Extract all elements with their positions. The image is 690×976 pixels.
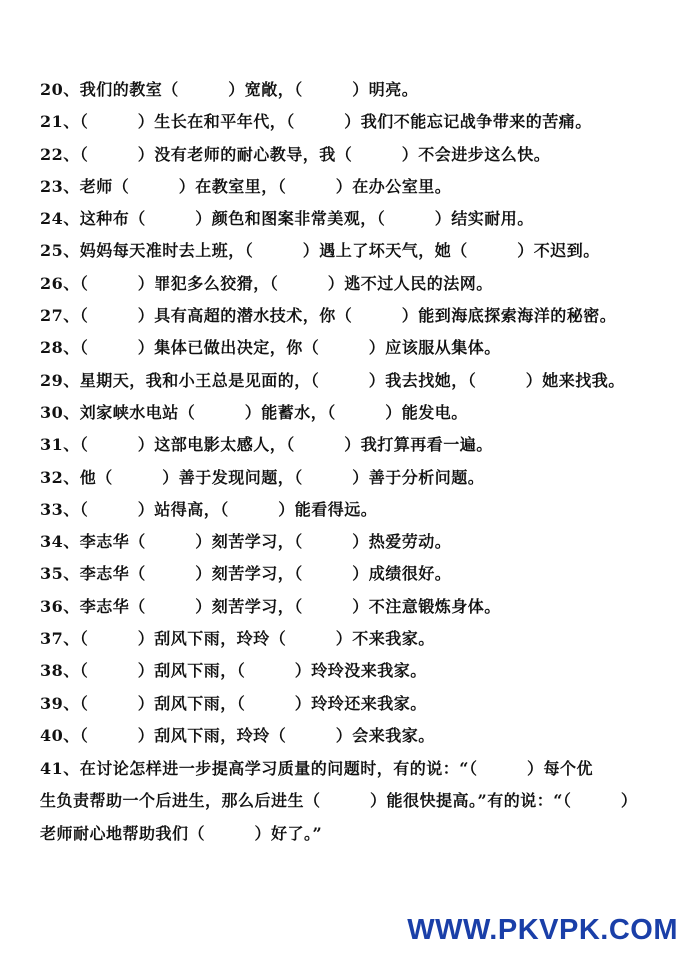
question-item: 29、星期天，我和小王总是见面的，（ ）我去找她，（ ）她来找我。 — [40, 370, 625, 390]
site-watermark: WWW.PKVPK.COM — [407, 914, 678, 946]
question-item: 22、（ ）没有老师的耐心教导，我（ ）不会进步这么快。 — [40, 144, 551, 164]
question-list — [40, 74, 660, 752]
question-item: 36、李志华（ ）刻苦学习，（ ）不注意锻炼身体。 — [40, 596, 501, 616]
question-item: 23、老师（ ）在教室里，（ ）在办公室里。 — [40, 176, 452, 196]
question-item: 34、李志华（ ）刻苦学习，（ ）热爱劳动。 — [40, 532, 452, 552]
question-item: 32、他（ ）善于发现问题，（ ）善于分析问题。 — [40, 467, 485, 487]
question-41-line-2: 生负责帮助一个后进生，那么后进生（ ）能很快提高。”有的说：“（ ） — [40, 791, 638, 811]
question-41-line-3: 老师耐心地帮助我们（ ）好了。” — [40, 823, 323, 843]
question-item: 21、（ ）生长在和平年代，（ ）我们不能忘记战争带来的苦痛。 — [40, 112, 592, 132]
question-item: 25、妈妈每天准时去上班，（ ）遇上了坏天气，她（ ）不迟到。 — [40, 241, 600, 261]
question-item: 40、（ ）刮风下雨，玲玲（ ）会来我家。 — [40, 725, 435, 745]
question-item: 27、（ ）具有高超的潜水技术，你（ ）能到海底探索海洋的秘密。 — [40, 306, 617, 326]
question-item: 28、（ ）集体已做出决定，你（ ）应该服从集体。 — [40, 338, 501, 358]
question-item: 20、我们的教室（ ）宽敞，（ ）明亮。 — [40, 80, 419, 99]
question-item: 37、（ ）刮风下雨，玲玲（ ）不来我家。 — [40, 629, 435, 649]
question-item: 38、（ ）刮风下雨，（ ）玲玲没来我家。 — [40, 661, 427, 681]
question-41 — [40, 753, 660, 850]
question-item: 24、这种布（ ）颜色和图案非常美观，（ ）结实耐用。 — [40, 209, 534, 229]
question-item: 30、刘家峡水电站（ ）能蓄水，（ ）能发电。 — [40, 402, 468, 422]
question-item: 33、（ ）站得高，（ ）能看得远。 — [40, 499, 378, 519]
question-item: 39、（ ）刮风下雨，（ ）玲玲还来我家。 — [40, 693, 427, 713]
question-item: 31、（ ）这部电影太感人，（ ）我打算再看一遍。 — [40, 435, 493, 455]
question-item: 26、（ ）罪犯多么狡猾，（ ）逃不过人民的法网。 — [40, 273, 493, 293]
question-41-line-1: 41、在讨论怎样进一步提高学习质量的问题时，有的说：“（ ）每个优 — [40, 759, 593, 778]
question-item: 35、李志华（ ）刻苦学习，（ ）成绩很好。 — [40, 564, 452, 584]
